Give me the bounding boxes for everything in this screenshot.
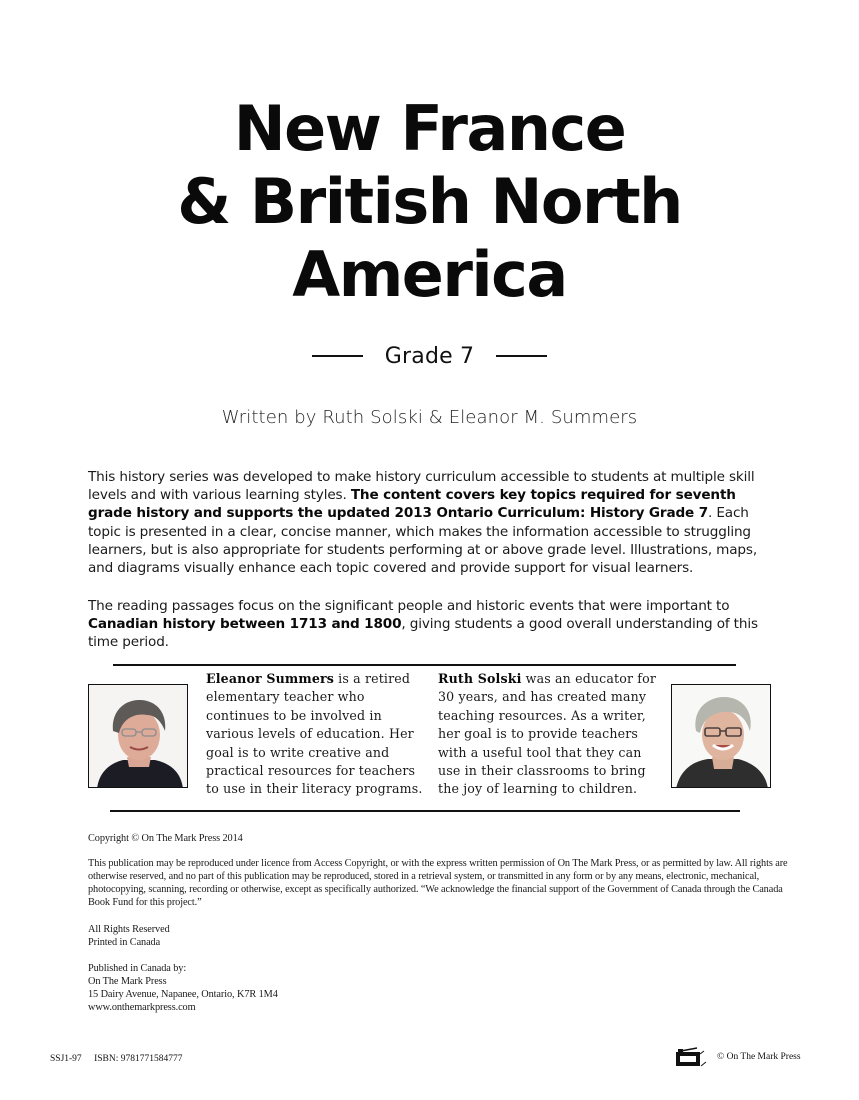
publisher-website[interactable]: www.onthemarkpress.com [88,1002,196,1013]
intro-2-highlight: Canadian history between 1713 and 1800 [88,616,402,633]
publisher-name: On The Mark Press [88,976,167,987]
grade-heading [0,340,859,372]
grade-divider-right [496,355,547,357]
author-bio-ruth-text: was an educator for 30 years, and has created many teaching resources. As a writer, her goal is to provide teachers with a useful tool that they can use in their classrooms to bring the joy of learning to children. [438,671,657,797]
portrait-ruth-icon [672,685,771,788]
grade-label: Grade 7 [384,343,475,369]
intro-2-text-b: , giving students a good overall understanding of this time period. [88,616,758,651]
intro-1-highlight: The content covers key topics required for seventh grade history and supports the updated 2013 Ontario Curriculum: History Grade 7 [88,487,736,522]
publisher-address: 15 Dairy Avenue, Napanee, Ontario, K7R 1M4 [88,989,278,1000]
publisher-block [88,962,788,1014]
isbn: ISBN: 9781771584777 [94,1054,183,1064]
byline: Written by Ruth Solski & Eleanor M. Summers [221,407,638,428]
grade-divider-left [312,355,363,357]
published-by-label: Published in Canada by: [88,963,187,974]
book-title [0,92,859,311]
book-title-line-1: New France [233,92,626,165]
author-bio-eleanor-text: is a retired elementary teacher who continues to be involved in various levels of education. Her goal is to write creative and practical resources for teachers to use in their literacy programs. [206,671,423,797]
author-name-eleanor: Eleanor Summers [206,671,335,686]
printed-in: Printed in Canada [88,937,161,948]
intro-paragraph-1 [88,468,773,577]
portrait-eleanor-icon [89,685,188,788]
intro-2-text-a: The reading passages focus on the significant people and historic events that were important to [88,598,730,614]
footer-product-info [50,1054,182,1064]
author-photo-ruth [671,684,771,788]
otm-logo-icon [675,1046,709,1068]
intro-paragraph-2 [88,597,773,652]
section-divider-bottom [110,810,740,812]
book-title-line-3: America [292,238,567,311]
copyright-line: Copyright © On The Mark Press 2014 [88,833,243,844]
author-photo-eleanor [88,684,188,788]
footer-publisher-mark [675,1046,801,1068]
book-title-line-2: & British North [177,165,682,238]
intro-1-text-a: This history series was developed to make history curriculum accessible to students at multiple skill levels and with various learning styles. [88,469,755,504]
author-name-ruth: Ruth Solski [438,671,522,686]
license-notice: This publication may be reproduced under licence from Access Copyright, or with the express written permission of On The Mark Press, or as permitted by law. All rights are otherwise reserved, and no part of this publication may be reproduced, stored in a retrieval system, or transmitted in any form or by any means, electronic, mechanical, photocopying, scanning, recording or otherwise, except as specifically authorized. “We acknowledge the financial support of the Government of Canada through the Canada Book Fund for this project.” [88,858,788,908]
author-bio-ruth [438,670,663,799]
rights-block [88,923,788,949]
section-divider-top [113,664,736,666]
publisher-mark-text: © On The Mark Press [717,1052,801,1062]
author-bio-eleanor [206,670,431,799]
rights-reserved: All Rights Reserved [88,924,170,935]
product-code: SSJ1-97 [50,1054,82,1064]
intro-1-text-b: . Each topic is presented in a clear, concise manner, which makes the information accessible to struggling learners, but is also appropriate for students performing at or above grade level. Illustrations, maps, and diagrams visually enhance each topic covered and provide support for visual learners. [88,505,758,577]
